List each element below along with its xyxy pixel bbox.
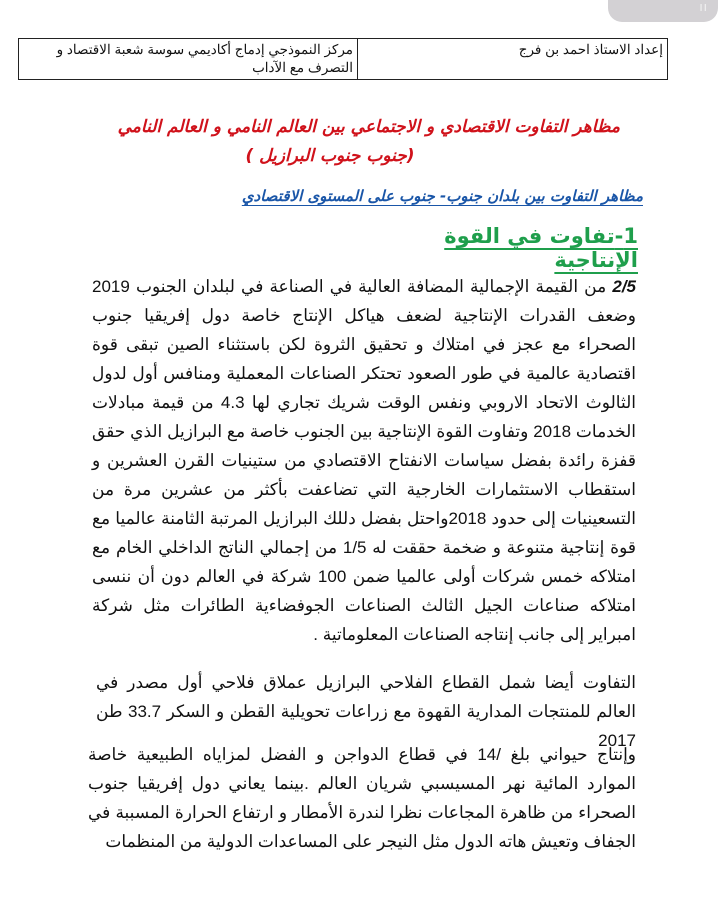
section-title: تفاوت في القوة الإنتاجية [444,224,638,272]
document-title [100,113,620,171]
author-cell: إعداد الاستاذ احمد بن فرج [357,39,667,79]
corner-tab[interactable] [608,0,718,22]
section-number: 1- [614,224,638,248]
paragraph-productive-capacity [92,272,636,649]
paragraph-agriculture: التفاوت أيضا شمل القطاع الفلاحي البرازيل عملاق فلاحي أول مصدر في العالم للمنتجات المدارية القهوة مع زراعات تحويلية القطن و السكر 33.7 طن 2017 [96,673,636,750]
paragraph-text: من القيمة الإجمالية المضافة العالية في الصناعة في لبلدان الجنوب 2019 وضعف القدرات الإنتاجية لضعف هياكل الإنتاج خاصة دول إفريقيا جنوب الصحراء مع عجز في امتلاك و تحقيق الثروة لكن باستثناء الصين تبقى قوة اقتصادية عالمية في طور الصعود تحتكر الصناعات المعملية ومنافس أول لدول الثالوث الاتحاد الاروبي ونفس الوقت شريك تجاري لها 4.3 من قيمة مبادلات الخدمات 2018 وتفاوت القوة الإنتاجية بين الجنوب خاصة مع البرازيل الذي حقق قفزة رائدة بفضل سياسات الانفتاح الاقتصادي من ستينيات القرن العشرين و استقطاب الاستثمارات الخارجية التي تضاعفت بأكثر من عشرين مرة من التسعينيات إلى حدود 2018واحتل بفضل دللك البرازيل المرتبة الثامنة عالميا مع قوة إنتاجية متنوعة و ضخمة حققت له 1/5 من إجمالي الناتج الداخلي الخام مع امتلاكه خمس شركات أولى عالميا ضمن 100 شركة في العالم دون أن ننسى امتلاكه صناعات الجيل الثالث الصناعات الجوفضاءية الطائرات مثل شركة امبراير إلى جانب إنتاجه الصناعات المعلوماتية . [92,277,636,644]
title-line-1: مظاهر التفاوت الاقتصادي و الاجتماعي بين العالم النامي و العالم النامي [117,117,620,137]
title-line-2: (جنوب جنوب البرازيل ) [245,146,415,166]
section-heading [380,224,638,272]
paragraph-lead-fraction: 2/5 [612,277,636,296]
institution-cell: مركز النموذجي إدماج أكاديمي سوسة شعبة الاقتصاد و التصرف مع الآداب [56,42,353,75]
header-table [18,38,668,80]
paragraph-livestock-famine: وإنتاج حيواني بلغ /14 في قطاع الدواجن و الفضل لمزاياه الطبيعية خاصة الموارد المائية نهر المسيسبي شريان العالم .بينما يعاني دول إفريقيا جنوب الصحراء من ظاهرة المجاعات نظرا لندرة الأمطار و ارتفاع الحرارة المسببة في الجفاف وتعيش هاته الدول مثل النيجر على المساعدات الدولية من المنظمات [88,745,637,851]
pause-icon: ıı [699,0,708,14]
document-subtitle: مظاهر التفاوت بين بلدان جنوب- جنوب على المستوى الاقتصادي [241,187,643,205]
